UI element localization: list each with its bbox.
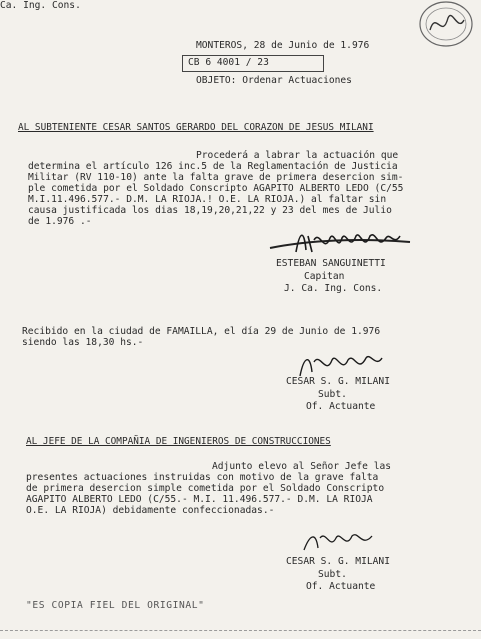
top-fragment: Ca. Ing. Cons. [0, 0, 81, 11]
body-1-line-6: causa justificada los dias 18,19,20,21,22 y 23 del mes de Julio [28, 205, 392, 216]
body-1-line-4: ple cometida por el Soldado Conscripto AGAPITO ALBERTO LEDO (C/55 [28, 183, 404, 194]
official-stamp [418, 0, 476, 50]
body-3-line-2: presentes actuaciones instruidas con motivo de la grave falta [26, 472, 379, 483]
addressee-1: AL SUBTENIENTE CESAR SANTOS GERARDO DEL CORAZON DE JESUS MILANI [18, 122, 374, 133]
signer-3-role: Of. Actuante [306, 581, 376, 592]
receipt-line-2: siendo las 18,30 hs.- [22, 337, 144, 348]
signer-1-unit: J. Ca. Ing. Cons. [284, 283, 383, 294]
body-3-line-1: Adjunto elevo al Señor Jefe las [212, 461, 392, 472]
signature-1 [290, 226, 420, 260]
signer-1-rank: Capitan [304, 271, 345, 282]
addressee-3: AL JEFE DE LA COMPAÑIA DE INGENIEROS DE CONSTRUCCIONES [26, 436, 331, 447]
file-reference: CB 6 4001 / 23 [188, 57, 269, 68]
signer-2-rank: Subt. [318, 389, 347, 400]
body-1-line-3: Militar (RV 110-10) ante la falta grave de primera desercion sim- [28, 172, 404, 183]
body-1-line-5: M.I.11.496.577.- D.M. LA RIOJA.! O.E. LA RIOJA.) al faltar sin [28, 194, 387, 205]
body-1-line-1: Procederá a labrar la actuación que [196, 150, 399, 161]
body-3-line-5: O.E. LA RIOJA) debidamente confeccionadas.- [26, 505, 275, 516]
signer-2-name: CESAR S. G. MILANI [286, 376, 390, 387]
signer-3-name: CESAR S. G. MILANI [286, 556, 390, 567]
place-date: MONTEROS, 28 de Junio de 1.976 [196, 40, 370, 51]
signer-3-rank: Subt. [318, 569, 347, 580]
body-1-line-2: determina el artículo 126 inc.5 de la Reglamentación de Justicia [28, 161, 398, 172]
signer-1-name: ESTEBAN SANGUINETTI [276, 258, 386, 269]
body-1-line-7: de 1.976 .- [28, 216, 92, 227]
subject-line: OBJETO: Ordenar Actuaciones [196, 75, 352, 86]
body-3-line-4: AGAPITO ALBERTO LEDO (C/55.- M.I. 11.496.577.- D.M. LA RIOJA [26, 494, 373, 505]
receipt-line-1: Recibido en la ciudad de FAMAILLA, el día 29 de Junio de 1.976 [22, 326, 381, 337]
certification-text: "ES COPIA FIEL DEL ORIGINAL" [26, 600, 205, 611]
page-bottom-rule [0, 630, 481, 631]
signer-2-role: Of. Actuante [306, 401, 376, 412]
body-3-line-3: de primera desercion simple cometida por el Soldado Conscripto [26, 483, 385, 494]
signature-3 [300, 528, 380, 554]
